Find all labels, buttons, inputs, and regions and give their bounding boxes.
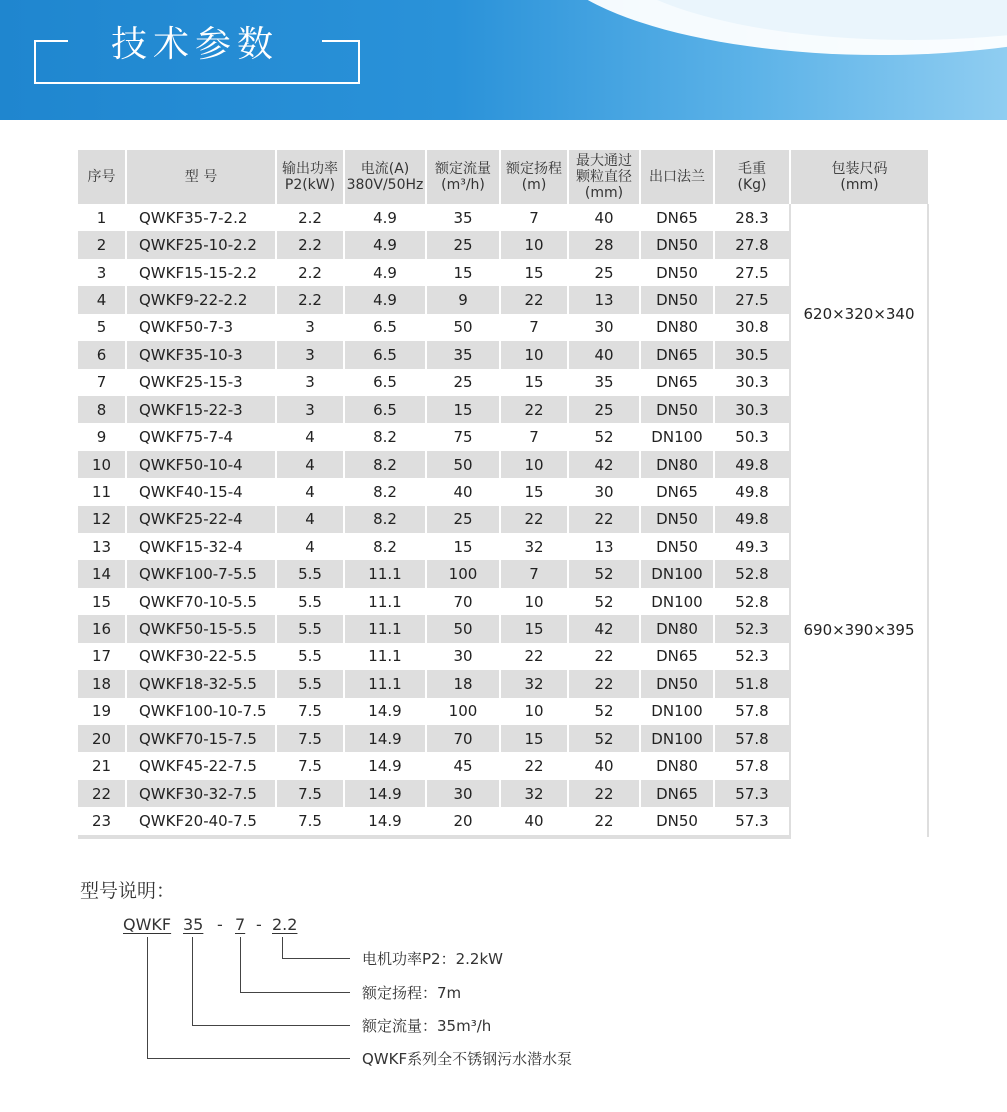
table-cell: 1 [78, 204, 126, 231]
table-cell: 11.1 [344, 670, 426, 697]
table-cell: 27.8 [714, 231, 790, 258]
table-cell: 4 [78, 286, 126, 313]
table-cell: 30 [426, 780, 500, 807]
table-cell: 5 [78, 314, 126, 341]
table-cell: 57.3 [714, 807, 790, 836]
header-cell-line: 电流(A) [360, 161, 410, 177]
table-cell: 11.1 [344, 588, 426, 615]
table-cell: QWKF40-15-4 [126, 478, 276, 505]
header-cell-line: 额定扬程 [506, 161, 562, 177]
connector-head-h [240, 992, 350, 993]
table-cell: 22 [568, 780, 640, 807]
table-cell: 2 [78, 231, 126, 258]
table-cell: DN100 [640, 560, 714, 587]
table-row [78, 423, 928, 450]
table-cell: 7 [500, 560, 568, 587]
desc-power: 电机功率P2：2.2kW [362, 950, 503, 968]
table-cell: 8.2 [344, 451, 426, 478]
table-cell: 4.9 [344, 231, 426, 258]
table-cell: QWKF100-10-7.5 [126, 698, 276, 725]
table-cell: 10 [500, 231, 568, 258]
table-cell: QWKF25-10-2.2 [126, 231, 276, 258]
table-cell: 14 [78, 560, 126, 587]
connector-power-v [282, 937, 283, 959]
table-cell: QWKF45-22-7.5 [126, 752, 276, 779]
table-cell: 11 [78, 478, 126, 505]
header-cell [126, 150, 276, 204]
table-cell: 57.8 [714, 752, 790, 779]
table-cell: 4 [276, 506, 344, 533]
table-cell: 52.8 [714, 560, 790, 587]
code-dash-1: - [217, 915, 223, 934]
table-cell: 22 [568, 670, 640, 697]
table-cell: 30 [568, 314, 640, 341]
table-cell: 22 [568, 807, 640, 836]
table-cell: QWKF25-15-3 [126, 369, 276, 396]
header-cell [640, 150, 714, 204]
table-cell: 35 [426, 204, 500, 231]
table-cell: 50 [426, 615, 500, 642]
table-cell: 5.5 [276, 615, 344, 642]
table-cell: QWKF30-22-5.5 [126, 643, 276, 670]
table-cell: 50.3 [714, 423, 790, 450]
code-dash-2: - [256, 915, 262, 934]
table-cell: 40 [568, 204, 640, 231]
table-cell: 4 [276, 533, 344, 560]
table-cell: 32 [500, 533, 568, 560]
header-cell-line: (mm) [840, 177, 879, 193]
header-cell-line: 型 号 [184, 169, 218, 185]
connector-series-v [147, 937, 148, 1059]
table-cell: 7.5 [276, 807, 344, 836]
header-cell-line: P2(kW) [284, 177, 336, 193]
table-cell: 8.2 [344, 506, 426, 533]
table-cell: DN50 [640, 807, 714, 836]
table-cell: 30 [426, 643, 500, 670]
table-cell: 4.9 [344, 259, 426, 286]
table-cell: DN65 [640, 341, 714, 368]
table-cell: QWKF30-32-7.5 [126, 780, 276, 807]
table-cell: 6.5 [344, 369, 426, 396]
code-power: 2.2 [272, 915, 298, 934]
table-cell: 13 [568, 533, 640, 560]
table-cell: QWKF50-15-5.5 [126, 615, 276, 642]
table-cell: 6 [78, 341, 126, 368]
table-cell: 2.2 [276, 204, 344, 231]
table-cell: 22 [500, 643, 568, 670]
header-cell-line: 毛重 [738, 161, 766, 177]
table-cell: 35 [568, 369, 640, 396]
table-cell: 52.3 [714, 643, 790, 670]
header-cell-line: (m³/h) [441, 177, 485, 193]
table-cell: QWKF70-15-7.5 [126, 725, 276, 752]
header-cell [568, 150, 640, 204]
table-cell: 40 [568, 752, 640, 779]
table-cell: 20 [426, 807, 500, 836]
header-cell-line: (m) [521, 177, 547, 193]
table-cell: 2.2 [276, 259, 344, 286]
table-cell: 12 [78, 506, 126, 533]
table-cell: 5.5 [276, 560, 344, 587]
table-cell: 22 [78, 780, 126, 807]
table-cell: 5.5 [276, 670, 344, 697]
table-cell: 42 [568, 451, 640, 478]
table-cell: 2.2 [276, 286, 344, 313]
table-cell: 45 [426, 752, 500, 779]
table-cell: DN80 [640, 752, 714, 779]
table-cell: 52 [568, 588, 640, 615]
table-cell: 11.1 [344, 643, 426, 670]
table-cell: 13 [78, 533, 126, 560]
table-cell: 3 [276, 369, 344, 396]
table-cell: 100 [426, 698, 500, 725]
table-cell: 15 [500, 478, 568, 505]
table-cell: 15 [426, 259, 500, 286]
header-cell-line: 出口法兰 [649, 169, 705, 185]
title-frame-edge-left [34, 40, 68, 42]
table-cell: 30.8 [714, 314, 790, 341]
table-cell: 49.8 [714, 451, 790, 478]
table-cell: DN65 [640, 204, 714, 231]
table-cell: 3 [78, 259, 126, 286]
table-cell: 5.5 [276, 588, 344, 615]
table-cell: QWKF18-32-5.5 [126, 670, 276, 697]
table-cell: QWKF35-7-2.2 [126, 204, 276, 231]
table-cell: QWKF70-10-5.5 [126, 588, 276, 615]
table-cell: DN50 [640, 396, 714, 423]
header-cell [714, 150, 790, 204]
table-cell: DN65 [640, 369, 714, 396]
header-cell [344, 150, 426, 204]
table-cell: QWKF100-7-5.5 [126, 560, 276, 587]
header-cell [500, 150, 568, 204]
table-cell: 18 [426, 670, 500, 697]
table-cell: 32 [500, 670, 568, 697]
desc-head: 额定扬程：7m [362, 984, 462, 1002]
connector-head-v [240, 937, 241, 993]
table-cell: DN65 [640, 780, 714, 807]
table-cell: 6.5 [344, 396, 426, 423]
table-cell: 15 [500, 615, 568, 642]
table-cell: 49.3 [714, 533, 790, 560]
table-cell: DN80 [640, 615, 714, 642]
header-cell-line: 包装尺码 [831, 161, 888, 177]
table-cell: 27.5 [714, 259, 790, 286]
table-cell: 6.5 [344, 314, 426, 341]
header-cell [78, 150, 126, 204]
table-cell: 10 [500, 698, 568, 725]
table-cell: 13 [568, 286, 640, 313]
table-cell: 30.3 [714, 369, 790, 396]
table-cell: 4 [276, 478, 344, 505]
table-cell: 14.9 [344, 780, 426, 807]
desc-flow: 额定流量：35m³/h [362, 1017, 492, 1035]
table-cell: 10 [500, 341, 568, 368]
table-cell: 15 [500, 369, 568, 396]
table-cell: 40 [426, 478, 500, 505]
table-cell: 8.2 [344, 478, 426, 505]
header-cell-line: (Kg) [737, 177, 767, 193]
table-cell: 22 [568, 643, 640, 670]
table-cell: 14.9 [344, 807, 426, 836]
table-cell: DN80 [640, 314, 714, 341]
table-cell: DN50 [640, 506, 714, 533]
table-cell: DN50 [640, 231, 714, 258]
page-title: 技术参数 [110, 24, 279, 65]
table-cell: DN50 [640, 533, 714, 560]
table-cell: 100 [426, 560, 500, 587]
table-cell: DN100 [640, 588, 714, 615]
table-cell: 2.2 [276, 231, 344, 258]
table-cell: DN50 [640, 259, 714, 286]
table-cell: 7 [500, 204, 568, 231]
table-cell: DN50 [640, 670, 714, 697]
table-cell: 42 [568, 615, 640, 642]
header-cell-line: 颗粒直径 [576, 169, 632, 185]
table-cell: 28 [568, 231, 640, 258]
table-cell: 23 [78, 807, 126, 836]
table-cell: QWKF75-7-4 [126, 423, 276, 450]
table-cell: 52 [568, 725, 640, 752]
table-cell: 8.2 [344, 423, 426, 450]
header-cell-line: 输出功率 [282, 161, 338, 177]
header-cell-line: (mm) [584, 185, 624, 201]
table-cell: 15 [426, 396, 500, 423]
table-cell: 3 [276, 314, 344, 341]
header-cell-line: 最大通过 [576, 153, 632, 169]
table-cell: 22 [500, 506, 568, 533]
table-cell: 40 [500, 807, 568, 836]
table-cell: 51.8 [714, 670, 790, 697]
table-cell: 14.9 [344, 725, 426, 752]
table-cell: 52.8 [714, 588, 790, 615]
table-cell: DN100 [640, 725, 714, 752]
table-cell: 10 [500, 451, 568, 478]
table-cell: 30.3 [714, 396, 790, 423]
table-cell: 6.5 [344, 341, 426, 368]
table-body [78, 204, 928, 837]
table-cell: 50 [426, 314, 500, 341]
header-cell [426, 150, 500, 204]
table-cell: 35 [426, 341, 500, 368]
table-cell: 7 [500, 314, 568, 341]
table-header-row [78, 150, 928, 204]
model-explanation-title: 型号说明： [80, 880, 176, 902]
table-cell: 25 [568, 259, 640, 286]
connector-series-h [147, 1058, 350, 1059]
table-cell: 52 [568, 698, 640, 725]
table-cell: 52.3 [714, 615, 790, 642]
table-cell: 28.3 [714, 204, 790, 231]
table-cell: 16 [78, 615, 126, 642]
table-cell: 15 [500, 725, 568, 752]
table-cell: 21 [78, 752, 126, 779]
code-flow: 35 [183, 915, 204, 934]
table-cell: 52 [568, 423, 640, 450]
pack-size-cell: 620×320×340 [790, 204, 928, 423]
table-cell: 25 [568, 396, 640, 423]
table-cell: QWKF15-22-3 [126, 396, 276, 423]
table-cell: 70 [426, 725, 500, 752]
table-cell: 14.9 [344, 698, 426, 725]
table-cell: DN100 [640, 698, 714, 725]
header-cell-line: 380V/50Hz [346, 177, 424, 193]
table-row [78, 204, 928, 231]
table-cell: 9 [426, 286, 500, 313]
table-cell: 15 [426, 533, 500, 560]
table-cell: QWKF15-32-4 [126, 533, 276, 560]
table-cell: 30.5 [714, 341, 790, 368]
table-cell: 7.5 [276, 698, 344, 725]
connector-flow-v [192, 937, 193, 1026]
table-cell: 57.8 [714, 725, 790, 752]
table-cell: 15 [500, 259, 568, 286]
table-cell: 27.5 [714, 286, 790, 313]
table-cell: 50 [426, 451, 500, 478]
table-cell: 8 [78, 396, 126, 423]
table-cell: 7 [500, 423, 568, 450]
table-cell: QWKF35-10-3 [126, 341, 276, 368]
pack-size-cell: 690×390×395 [790, 423, 928, 836]
code-series: QWKF [123, 915, 172, 934]
table-cell: DN65 [640, 643, 714, 670]
table-cell: 40 [568, 341, 640, 368]
table-cell: 22 [500, 396, 568, 423]
code-head: 7 [235, 915, 246, 934]
table-cell: QWKF50-10-4 [126, 451, 276, 478]
table-cell: 11.1 [344, 615, 426, 642]
table-cell: 5.5 [276, 643, 344, 670]
table-cell: 17 [78, 643, 126, 670]
table-cell: 32 [500, 780, 568, 807]
table-cell: QWKF9-22-2.2 [126, 286, 276, 313]
table-cell: QWKF25-22-4 [126, 506, 276, 533]
table-cell: 9 [78, 423, 126, 450]
table-cell: 19 [78, 698, 126, 725]
table-cell: 70 [426, 588, 500, 615]
table-cell: 20 [78, 725, 126, 752]
table-cell: DN80 [640, 451, 714, 478]
header-cell-line: 额定流量 [435, 161, 491, 177]
spec-table [78, 150, 929, 839]
connector-power-h [282, 958, 350, 959]
table-cell: QWKF50-7-3 [126, 314, 276, 341]
header-banner [0, 0, 1007, 120]
table-cell: QWKF20-40-7.5 [126, 807, 276, 836]
table-cell: 25 [426, 506, 500, 533]
header-cell [790, 150, 928, 204]
table-cell: 3 [276, 396, 344, 423]
table-cell: DN65 [640, 478, 714, 505]
table-cell: 7 [78, 369, 126, 396]
header-cell-line: 序号 [87, 169, 116, 185]
table-cell: QWKF15-15-2.2 [126, 259, 276, 286]
table-cell: 18 [78, 670, 126, 697]
table-cell: 75 [426, 423, 500, 450]
table-cell: 4.9 [344, 204, 426, 231]
table-cell: 7.5 [276, 780, 344, 807]
table-cell: 14.9 [344, 752, 426, 779]
table-cell: 52 [568, 560, 640, 587]
table-cell: 4.9 [344, 286, 426, 313]
table-cell: 22 [500, 752, 568, 779]
table-cell: 10 [500, 588, 568, 615]
table-cell: 3 [276, 341, 344, 368]
table-cell: 7.5 [276, 725, 344, 752]
connector-flow-h [192, 1025, 350, 1026]
header-cell [276, 150, 344, 204]
table-cell: 49.8 [714, 478, 790, 505]
desc-series: QWKF系列全不锈钢污水潜水泵 [362, 1050, 573, 1068]
table-cell: 25 [426, 231, 500, 258]
table-cell: DN100 [640, 423, 714, 450]
table-cell: 11.1 [344, 560, 426, 587]
table-cell: 4 [276, 451, 344, 478]
table-cell: 30 [568, 478, 640, 505]
table-cell: 4 [276, 423, 344, 450]
table-cell: 49.8 [714, 506, 790, 533]
table-cell: 8.2 [344, 533, 426, 560]
table-cell: 25 [426, 369, 500, 396]
title-frame-edge-right [322, 40, 358, 42]
table-cell: 10 [78, 451, 126, 478]
table-cell: 57.3 [714, 780, 790, 807]
table-cell: 57.8 [714, 698, 790, 725]
table-cell: 22 [500, 286, 568, 313]
table-cell: DN50 [640, 286, 714, 313]
table-cell: 22 [568, 506, 640, 533]
table-cell: 7.5 [276, 752, 344, 779]
table-cell: 15 [78, 588, 126, 615]
